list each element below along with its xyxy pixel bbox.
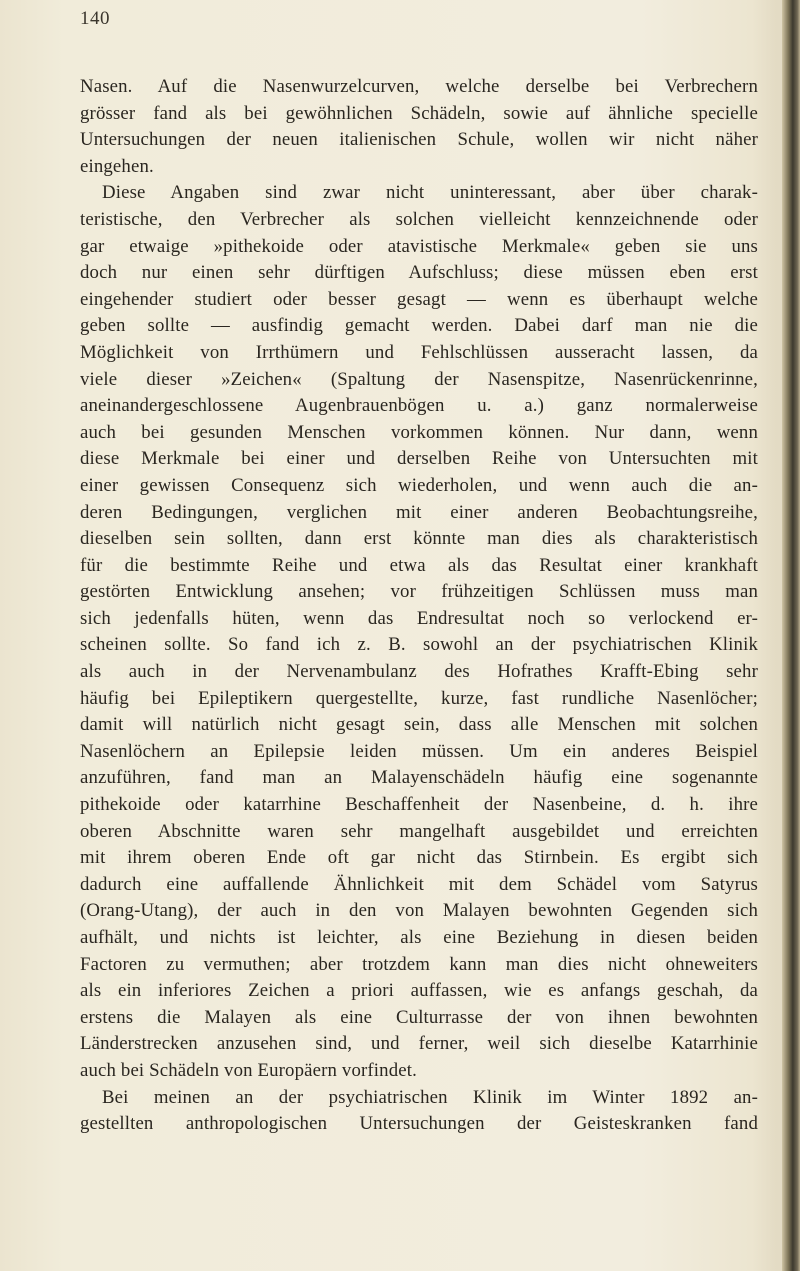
text-line: Diese Angaben sind zwar nicht uninteressant, aber über charak- (102, 182, 758, 204)
text-line: dadurch eine auffallende Ähnlichkeit mit dem Schädel vom Satyrus (80, 873, 758, 895)
text-line: dieselben sein sollten, dann erst könnte man dies als charakteristisch (80, 528, 758, 550)
page-edge-shadow (782, 0, 800, 1271)
text-line: für die bestimmte Reihe und etwa als das Resultat einer krankhaft (80, 554, 758, 576)
text-line: häufig bei Epileptikern quergestellte, kurze, fast rundliche Nasenlöcher; (80, 687, 758, 709)
text-line: gar etwaige »pithekoide oder atavistische Merkmale« geben sie uns (80, 235, 758, 257)
text-line: doch nur einen sehr dürftigen Aufschluss; diese müssen eben erst (80, 262, 758, 284)
text-line: pithekoide oder katarrhine Beschaffenheit der Nasenbeine, d. h. ihre (80, 794, 758, 816)
text-line: als ein inferiores Zeichen a priori auffassen, wie es anfangs geschah, da (80, 980, 758, 1002)
text-line: mit ihrem oberen Ende oft gar nicht das Stirnbein. Es ergibt sich (80, 847, 758, 869)
text-line: teristische, den Verbrecher als solchen vielleicht kennzeichnende oder (80, 208, 758, 230)
text-line: eingehender studiert oder besser gesagt — wenn es überhaupt welche (80, 288, 758, 310)
text-line: grösser fand als bei gewöhnlichen Schädeln, sowie auf ähnliche specielle (80, 102, 758, 124)
text-line: Nasen. Auf die Nasenwurzelcurven, welche derselbe bei Verbrechern (80, 76, 758, 97)
text-line: Länderstrecken anzusehen sind, und ferner, weil sich dieselbe Katarrhinie (80, 1033, 758, 1055)
page-number: 140 (80, 8, 110, 29)
text-line: aufhält, und nichts ist leichter, als eine Beziehung in diesen beiden (80, 927, 758, 948)
text-line: Möglichkeit von Irrthümern und Fehlschlüssen ausseracht lassen, da (80, 341, 758, 363)
text-line: als auch in der Nervenambulanz des Hofrathes Krafft-Ebing sehr (80, 661, 758, 683)
text-line: einer gewissen Consequenz sich wiederholen, und wenn auch die an- (80, 474, 758, 496)
text-line: erstens die Malayen als eine Culturrasse der von ihnen bewohnten (80, 1006, 758, 1028)
text-line: (Orang-Utang), der auch in den von Malayen bewohnten Gegenden sich (80, 900, 758, 922)
text-line: viele dieser »Zeichen« (Spaltung der Nasenspitze, Nasenrückenrinne, (80, 368, 758, 390)
text-line: gestellten anthropologischen Untersuchungen der Geisteskranken fand (80, 1113, 758, 1135)
text-line: auch bei gesunden Menschen vorkommen können. Nur dann, wenn (80, 421, 758, 443)
text-line: Untersuchungen der neuen italienischen Schule, wollen wir nicht näher (80, 129, 758, 151)
text-line: sich jedenfalls hüten, wenn das Endresultat noch so verlockend er- (80, 607, 758, 629)
text-line: oberen Abschnitte waren sehr mangelhaft ausgebildet und erreichten (80, 820, 758, 842)
text-line: deren Bedingungen, verglichen mit einer anderen Beobachtungsreihe, (80, 501, 758, 523)
text-line: anzuführen, fand man an Malayenschädeln häufig eine sogenannte (80, 767, 758, 789)
text-line: gestörten Entwicklung ansehen; vor frühzeitigen Schlüssen muss man (80, 581, 758, 603)
text-line: diese Merkmale bei einer und derselben Reihe von Untersuchten mit (80, 448, 758, 470)
text-line: auch bei Schädeln von Europäern vorfindet. (80, 1059, 417, 1081)
body-text (80, 74, 758, 1138)
text-line: Nasenlöchern an Epilepsie leiden müssen. Um ein anderes Beispiel (80, 740, 758, 762)
text-line: Factoren zu vermuthen; aber trotzdem kann man dies nicht ohneweiters (80, 953, 758, 975)
text-line: geben sollte — ausfindig gemacht werden. Dabei darf man nie die (80, 315, 758, 337)
text-line: eingehen. (80, 155, 154, 177)
text-line: aneinandergeschlossene Augenbrauenbögen u. a.) ganz normalerweise (80, 395, 758, 417)
text-line: damit will natürlich nicht gesagt sein, dass alle Menschen mit solchen (80, 714, 758, 736)
text-line: Bei meinen an der psychiatrischen Klinik im Winter 1892 an- (102, 1086, 758, 1108)
text-line: scheinen sollte. So fand ich z. B. sowohl an der psychiatrischen Klinik (80, 634, 758, 656)
